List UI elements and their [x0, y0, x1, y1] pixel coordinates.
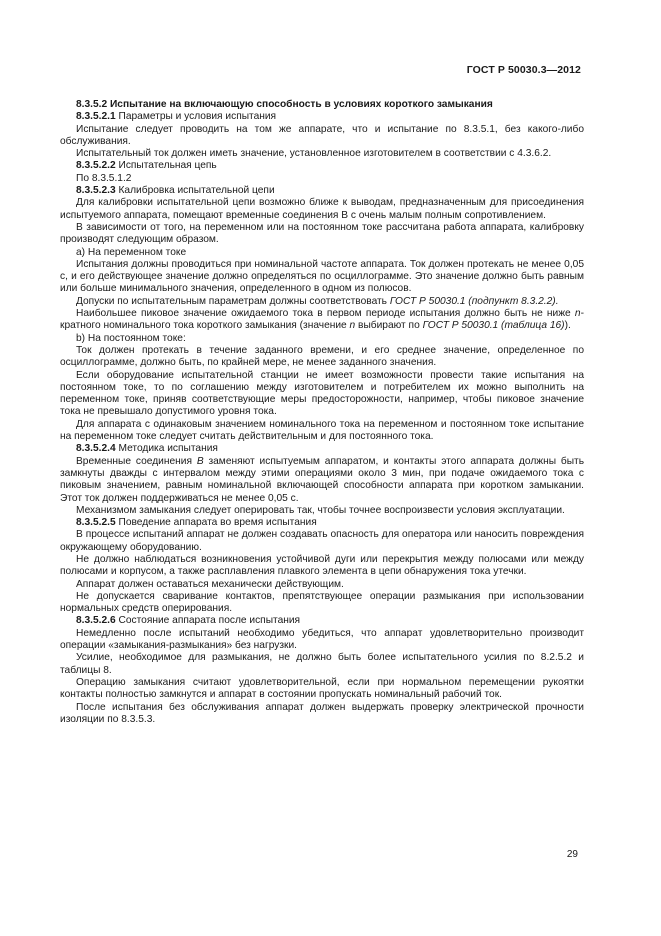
paragraph: Аппарат должен оставаться механически действующим. [76, 578, 344, 590]
paragraph: Для калибровки испытательной цепи возможно ближе к выводам, предназначенным для присоединения испытуемого аппарата, помещают временные соединения В с очень малым полным сопротивлением. [60, 197, 584, 221]
paragraph: Операцию замыкания считают удовлетворительной, если при нормальном перемещении рукоятки контакты полностью замкнутся и аппарат в состоянии пропускать номинальный рабочий ток. [60, 676, 584, 701]
paragraph: После испытания без обслуживания аппарат должен выдержать проверку электрической прочности изоляции по 8.3.5.3. [60, 701, 584, 725]
paragraph: Испытание следует проводить на том же аппарате, что и испытание по 8.3.5.1, без какого-либо обслуживания. [60, 123, 584, 147]
subsection-heading: 8.3.5.2.6 Состояние аппарата после испытания [76, 615, 301, 627]
paragraph: Испытательный ток должен иметь значение, установленное изготовителем в соответствии с 4.3.6.2. [76, 148, 552, 160]
paragraph: Не должно наблюдаться возникновения устойчивой дуги или перекрытия между полюсами или между полюсами и корпусом, а также расплавления плавкого элемента в цепи обнаружения тока утечки. [60, 553, 584, 578]
paragraph: В процессе испытаний аппарат не должен создавать опасность для оператора или наносить повреждения окружающему оборудованию. [60, 529, 584, 553]
paragraph: По 8.3.5.1.2 [76, 172, 132, 184]
list-item: b) На постоянном токе: [76, 332, 186, 344]
paragraph: Для аппарата с одинаковым значением номинального тока на переменном и постоянном токе испытание на переменном токе следует считать действительным и для постоянного тока. [60, 418, 584, 443]
subsection-heading: 8.3.5.2.3 Калибровка испытательной цепи [76, 185, 275, 197]
document-body [60, 99, 584, 726]
paragraph: Ток должен протекать в течение заданного времени, и его среднее значение, определенное по осциллограмме, должно быть, по крайней мере, не менее заданного значения. [60, 344, 584, 369]
paragraph: Испытания должны проводиться при номинальной частоте аппарата. Ток должен протекать не менее 0,05 с, и его действующее значение должно определяться по осциллограмме. Это значение должно быть равным или больше минимального значения, определенного в одном из полюсов. [60, 258, 584, 295]
paragraph: Если оборудование испытательной станции не имеет возможности провести такие испытания на постоянном токе, то по соглашению между изготовителем и потребителем их можно выполнить на переменном токе, приняв соответствующие меры предосторожности, например, чтобы пиковое значение тока не превышало допустимого уровня тока. [60, 369, 584, 418]
reference: ГОСТ Р 50030.1 (таблица 16) [422, 320, 565, 332]
list-item: а) На переменном токе [76, 246, 187, 258]
paragraph: Усилие, необходимое для размыкания, не должно быть более испытательного усилия по 8.2.5.2 и таблицы 8. [60, 652, 584, 676]
paragraph: Немедленно после испытаний необходимо убедиться, что аппарат удовлетворительно производит операции «замыкания-размыкания» без нагрузки. [60, 627, 584, 652]
page-number: 29 [566, 849, 578, 860]
subsection-heading: 8.3.5.2.4 Методика испытания [76, 443, 218, 455]
subsection-heading: 8.3.5.2.1 Параметры и условия испытания [76, 111, 277, 123]
paragraph: Механизмом замыкания следует оперировать так, чтобы точнее воспроизвести условия эксплуатации. [76, 504, 565, 516]
paragraph: Не допускается сваривание контактов, препятствующее операции размыкания при использовании нормальных средств оперирования. [60, 590, 584, 615]
reference: ГОСТ Р 50030.1 (подпункт 8.3.2.2). [389, 295, 559, 307]
paragraph: Временные соединения В заменяют испытуемым аппаратом, и контакты этого аппарата должны быть замкнуты дважды с интервалом между этими операциями около 3 мин, при подаче ожидаемого тока с пиковым значением, равным номинальной включающей способности аппарата при коротком замыкании. Этот ток должен поддерживаться не менее 0,05 с. [60, 455, 585, 504]
subsection-heading: 8.3.5.2.5 Поведение аппарата во время испытания [76, 517, 317, 529]
paragraph: Допуски по испытательным параметрам должны соответствовать ГОСТ Р 50030.1 (подпункт 8.3.2.2). [76, 295, 559, 307]
section-heading: 8.3.5.2 Испытание на включающую способность в условиях короткого замыкания [76, 99, 493, 110]
paragraph: Наибольшее пиковое значение ожидаемого тока в первом периоде испытания должно быть не ниже n-кратного номинального тока короткого замыкания (значение n выбирают по ГОСТ Р 50030.1 (таблица 16)). [60, 308, 584, 332]
document-header: ГОСТ Р 50030.3—2012 [466, 64, 581, 76]
paragraph: В зависимости от того, на переменном или на постоянном токе рассчитана работа аппарата, калибровку производят следующим образом. [60, 221, 584, 246]
subsection-heading: 8.3.5.2.2 Испытательная цепь [76, 160, 217, 172]
